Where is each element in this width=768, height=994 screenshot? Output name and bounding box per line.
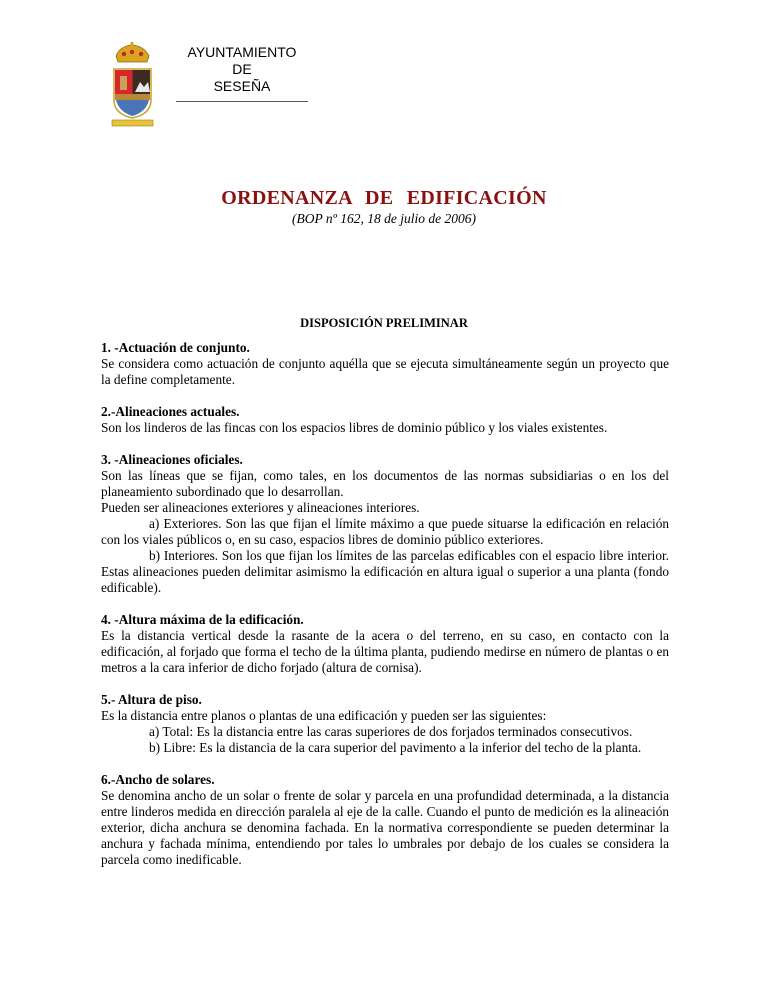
org-line: AYUNTAMIENTO (187, 44, 297, 60)
paragraph: Son las líneas que se fijan, como tales, en los documentos de las normas subsidiarias o en los del planeamiento subordinado que lo desarrollan. (101, 468, 669, 499)
org-line: SESEÑA (213, 78, 271, 94)
paragraph: b) Interiores. Son los que fijan los límites de las parcelas edificables con el espacio libre interior. Estas alineaciones pueden delimitar asimismo la edificación en altura igual o superior a una planta (fondo edificable). (101, 548, 669, 595)
section (101, 612, 669, 676)
organization-name (176, 44, 308, 95)
section-heading: 1. -Actuación de conjunto. (101, 340, 250, 355)
paragraph: Se denomina ancho de un solar o frente de solar y parcela en una profundidad determinada, a la distancia entre linderos medida en dirección paralela al eje de la calle. Cuando el punto de medición es la alineación exterior, dicha anchura se denomina fachada. En la normativa correspondiente se pueden determinar la anchura y fachada mínima, entendiendo por tales lo umbrales por debajo de los cuales se considera la parcela como inedificable. (101, 788, 669, 867)
section-heading: 5.- Altura de piso. (101, 692, 202, 707)
coat-of-arms-logo (110, 42, 155, 128)
section (101, 404, 669, 436)
paragraph: Es la distancia entre planos o plantas de una edificación y pueden ser las siguientes: (101, 708, 547, 723)
paragraph: a) Exteriores. Son las que fijan el límite máximo a que puede situarse la edificación en relación con los viales públicos o, en su caso, espacios libres de dominio público exteriores. (101, 516, 669, 547)
section (101, 340, 669, 388)
document-body (101, 340, 669, 884)
section-heading: 6.-Ancho de solares. (101, 772, 215, 787)
section (101, 452, 669, 596)
section-heading: 2.-Alineaciones actuales. (101, 404, 240, 419)
paragraph: Es la distancia vertical desde la rasante de la acera o del terreno, en su caso, en contacto con la edificación, al forjado que forma el techo de la última planta, pudiendo medirse en número de plantas o en metros a la cara inferior de dicho forjado (altura de cornisa). (101, 628, 669, 675)
section-heading: 4. -Altura máxima de la edificación. (101, 612, 304, 627)
section (101, 772, 669, 868)
paragraph: Son los linderos de las fincas con los espacios libres de dominio público y los viales existentes. (101, 420, 608, 435)
section (101, 692, 669, 756)
preliminary-heading: DISPOSICIÓN PRELIMINAR (300, 316, 468, 330)
paragraph: b) Libre: Es la distancia de la cara superior del pavimento a la inferior del techo de la planta. (149, 740, 642, 755)
paragraph: Se considera como actuación de conjunto aquélla que se ejecuta simultáneamente según un proyecto que la define completamente. (101, 356, 669, 387)
section-heading: 3. -Alineaciones oficiales. (101, 452, 243, 467)
header-divider (176, 101, 308, 102)
paragraph: Pueden ser alineaciones exteriores y alineaciones interiores. (101, 500, 420, 515)
org-line: DE (232, 61, 252, 77)
document-title: ORDENANZA DE EDIFICACIÓN (221, 187, 547, 209)
paragraph: a) Total: Es la distancia entre las caras superiores de dos forjados terminados consecutivos. (149, 724, 633, 739)
document-subtitle: (BOP nº 162, 18 de julio de 2006) (292, 211, 476, 226)
